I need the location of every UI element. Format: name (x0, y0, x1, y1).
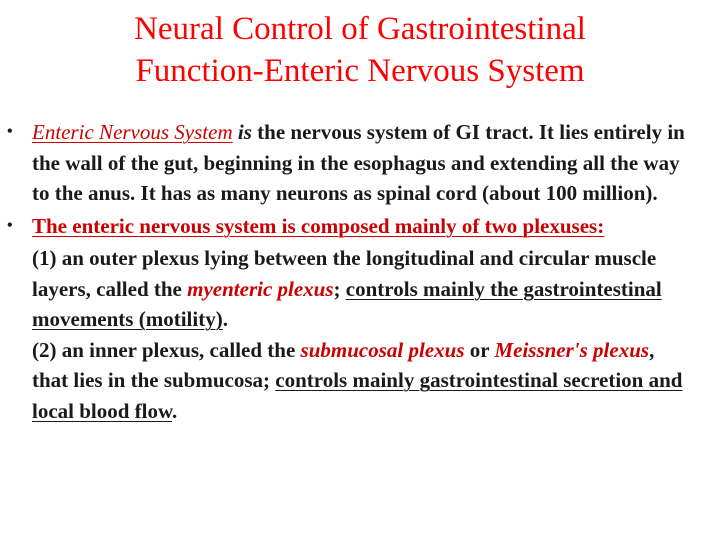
submucosal-function: controls mainly gastrointestinal secretion and local blood flow (32, 368, 683, 423)
bullet-enteric-definition (0, 117, 692, 209)
plexus2-end: . (172, 398, 178, 423)
title-line-2: Function-Enteric Nervous System (135, 53, 585, 89)
bullet-marker: • (7, 123, 13, 140)
slide-title (20, 8, 700, 92)
meissner-plexus-name: Meissner's plexus (494, 337, 650, 362)
plexus1-semicolon: ; (333, 276, 346, 301)
plexus2-or: or (464, 337, 495, 362)
plexus2-prefix: (2) an inner plexus, called the (32, 337, 301, 362)
term-enteric-nervous-system: Enteric Nervous System (32, 120, 233, 144)
submucosal-plexus-paragraph (0, 335, 692, 427)
slide-body (0, 117, 720, 426)
myenteric-plexus-name: myenteric plexus (187, 276, 334, 301)
plexuses-heading: The enteric nervous system is composed mainly of two plexuses: (32, 213, 605, 238)
bullet-plexuses (0, 211, 692, 242)
title-line-1: Neural Control of Gastrointestinal (134, 11, 586, 47)
myenteric-function: controls mainly the gastrointestinal movements (motility) (32, 276, 662, 331)
plexus1-prefix: (1) an outer plexus lying between the longitudinal and circular muscle layers, called the (32, 246, 657, 301)
myenteric-plexus-paragraph (0, 243, 692, 335)
submucosal-plexus-name: submucosal plexus (300, 337, 465, 362)
plexus2-mid: , that lies in the submucosa; (32, 337, 655, 392)
is-word: is (232, 120, 252, 144)
bullet-marker: • (7, 216, 13, 234)
definition-text: the nervous system of GI tract. It lies entirely in the wall of the gut, beginning in the esophagus and extending all the way to the anus. It has as many neurons as spinal cord (about 100 million). (32, 120, 685, 205)
plexus1-end: . (222, 307, 228, 331)
